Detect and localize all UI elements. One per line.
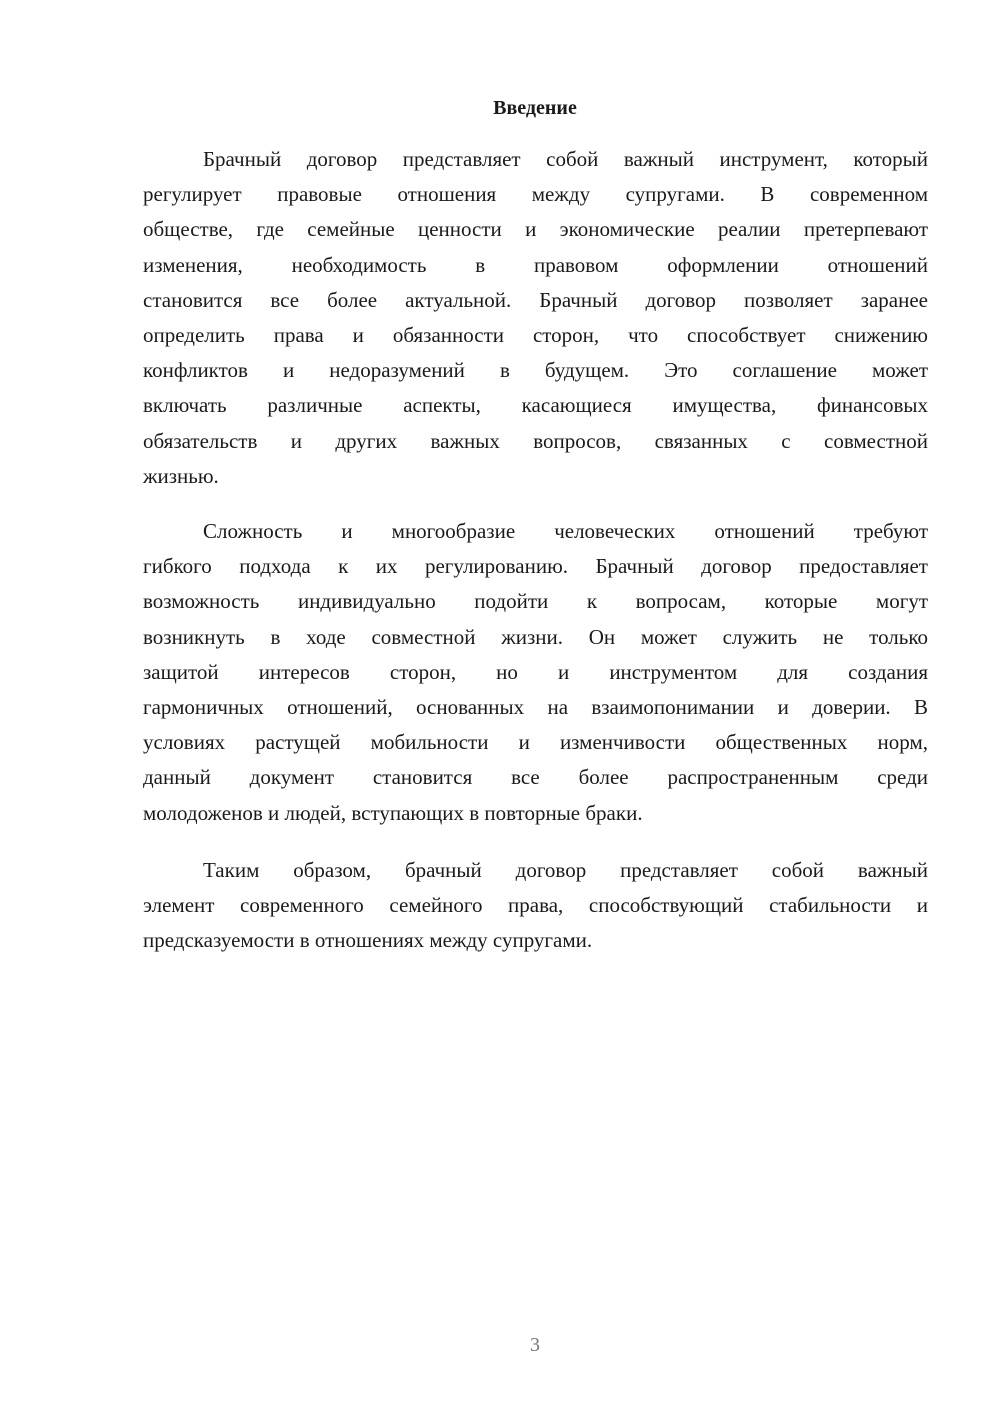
text-line: Таким образом, брачный договор представляет собой важный xyxy=(203,858,928,882)
text-line: элемент современного семейного права, способствующий стабильности и xyxy=(143,893,928,918)
text-line: возможность индивидуально подойти к вопросам, которые могут xyxy=(143,589,928,614)
paragraph-1 xyxy=(143,142,928,494)
text-line: становится все более актуальной. Брачный договор позволяет заранее xyxy=(143,287,928,312)
text-line: предсказуемости в отношениях между супругами. xyxy=(143,928,593,953)
paragraph-3 xyxy=(143,853,928,959)
text-line: регулирует правовые отношения между супругами. В современном xyxy=(143,182,928,207)
section-title: Введение xyxy=(493,97,577,119)
page-number: 3 xyxy=(530,1334,540,1356)
text-line: гармоничных отношений, основанных на взаимопонимании и доверии. В xyxy=(143,694,928,719)
text-line: изменения, необходимость в правовом оформлении отношений xyxy=(143,252,928,277)
text-line: обязательств и других важных вопросов, связанных с совместной xyxy=(143,428,928,453)
paragraph-2 xyxy=(143,514,928,831)
text-line: Брачный договор представляет собой важный инструмент, который xyxy=(203,147,928,171)
text-line: определить права и обязанности сторон, что способствует снижению xyxy=(143,322,928,347)
text-line: включать различные аспекты, касающиеся имущества, финансовых xyxy=(143,393,928,418)
text-line: возникнуть в ходе совместной жизни. Он может служить не только xyxy=(143,624,928,649)
text-line: данный документ становится все более распространенным среди xyxy=(143,765,928,790)
text-line: конфликтов и недоразумений в будущем. Это соглашение может xyxy=(143,358,928,383)
text-line: обществе, где семейные ценности и экономические реалии претерпевают xyxy=(143,217,928,242)
text-line: жизнью. xyxy=(143,463,219,488)
text-line: защитой интересов сторон, но и инструментом для создания xyxy=(143,659,928,684)
text-line: условиях растущей мобильности и изменчивости общественных норм, xyxy=(143,730,928,755)
text-line: молодоженов и людей, вступающих в повторные браки. xyxy=(143,800,643,825)
text-line: гибкого подхода к их регулированию. Брачный договор предоставляет xyxy=(143,554,928,579)
text-line: Сложность и многообразие человеческих отношений требуют xyxy=(203,519,928,543)
